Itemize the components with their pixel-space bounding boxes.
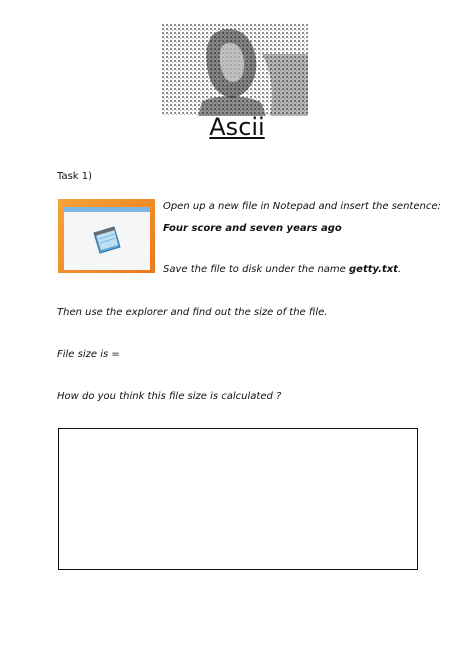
instruction-explorer: Then use the explorer and find out the size of the file. (57, 307, 328, 318)
notepad-icon (88, 221, 124, 257)
task-label: Task 1) (57, 171, 93, 182)
save-suffix: . (397, 264, 402, 275)
sentence-text: Four score and seven years ago (163, 223, 342, 234)
page-title: Ascii (209, 113, 265, 141)
instruction-save-file (163, 264, 401, 275)
instruction-open-notepad: Open up a new file in Notepad and insert the sentence: (163, 201, 441, 212)
answer-box[interactable] (58, 428, 418, 570)
save-filename: getty.txt (349, 264, 398, 275)
ascii-portrait-image (162, 24, 308, 116)
notepad-screenshot-thumbnail (58, 199, 155, 273)
question-text: How do you think this file size is calculated ? (57, 391, 282, 402)
file-size-prompt: File size is = (57, 349, 120, 360)
save-prefix: Save the file to disk under the name (163, 264, 350, 275)
